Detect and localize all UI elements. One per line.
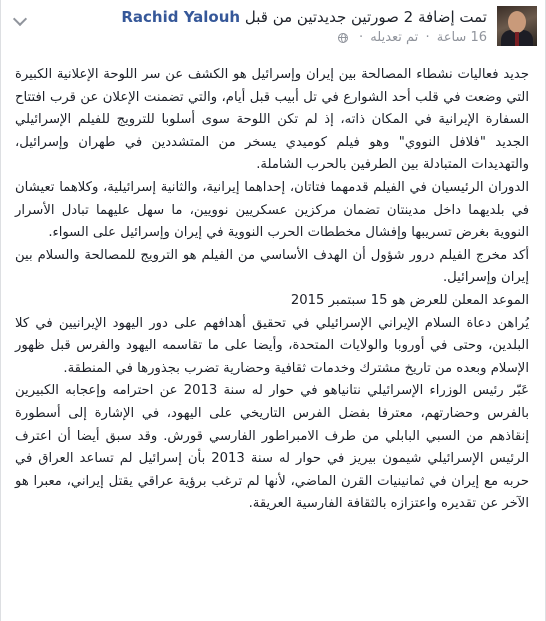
post-body — [15, 64, 529, 516]
meta-separator: · — [425, 30, 430, 45]
avatar[interactable] — [497, 6, 537, 46]
chevron-down-icon[interactable] — [13, 12, 27, 26]
post-paragraph: يُراهن دعاة السلام الإيراني الإسرائيلي في تحقيق أهدافهم على دور اليهود الإيرانيين في كلا البلدين، وحتى في أوروبا والولايات المتحدة، وأيضا على ما تقاسمه اليهود والفرس قبل ظهور الإسلام وبعده من تاريخ مشترك وخدمات ثقافية وحضارية تضرب بجذورها في المنطقة. — [15, 315, 529, 376]
post-meta — [338, 30, 487, 45]
post-paragraph: أكد مخرج الفيلم درور شؤول أن الهدف الأساسي من الفيلم هو الترويج للمصالحة والسلام بين إيران وإسرائيل. — [15, 247, 529, 286]
post-paragraph: الموعد المعلن للعرض هو 15 سبتمبر 2015 — [290, 292, 529, 308]
post-headline — [121, 8, 487, 26]
post-timestamp[interactable]: 16 ساعة — [436, 30, 487, 45]
meta-separator: · — [359, 30, 364, 45]
edited-label[interactable]: تم تعديله — [370, 30, 419, 45]
post-paragraph: الدوران الرئيسيان في الفيلم قدمهما فتاتان، إحداهما إيرانية، والثانية إسرائيلية، وكلاهما تعيشان في بلديهما داخل مدينتان تضمان مركزين عسكريين نوويين، ما سهل عليهما تبادل الأسرار النووية بغرض تسريبها وإفشال مخططات الحرب النووية في إيران وإسرائيل على السواء. — [15, 179, 529, 241]
author-name-link[interactable]: Rachid Yalouh — [121, 8, 241, 26]
post-paragraph: عَبّر رئيس الوزراء الإسرائيلي نتانياهو في حوار له سنة 2013 عن احترامه وإعجابه الكبيرين بالفرس وحضارتهم، معترفا بفضل الفرس التاريخي على اليهود، في الإشارة إلى أسطورة إنقاذهم من السبي البابلي من طرف الامبراطور الفارسي قورش. وقد سبق أيضا أن اعترف الرئيس الإسرائيلي شيمون بيريز في حوار له سنة 2013 بأن إسرائيل لم تساعد العراق في حربه مع إيران في ثمانينيات القرن الماضي، لأنها لم ترغب برؤية عراقي يقتل إيراني، معبرا هو الآخر عن تقديره واعتزازه بالثقافة الفارسية العريقة. — [15, 383, 529, 512]
post-action-text: تمت إضافة 2 صورتين جديدتين من قبل — [244, 8, 487, 26]
globe-icon[interactable] — [338, 33, 348, 43]
post-paragraph: جديد فعاليات نشطاء المصالحة بين إيران وإسرائيل هو الكشف عن سر اللوحة الإعلانية الكبيرة التي وضعت في قلب أحد الشوارع في تل أبيب قبل أيام، والتي تضمنت الإعلان عن قرب افتتاح السفارة الإيرانية في المكان ذاته، إذ لم تكن اللوحة سوى أسلوبا للترويج للفيلم الإسرائيلي الجديد "فلافل النووي" وهو فيلم كوميدي يسخر من المتشددين في طهران وإسرائيل، والتهديدات المتبادلة بين الطرفين بالحرب الشاملة. — [15, 67, 529, 173]
post-header — [1, 0, 545, 60]
